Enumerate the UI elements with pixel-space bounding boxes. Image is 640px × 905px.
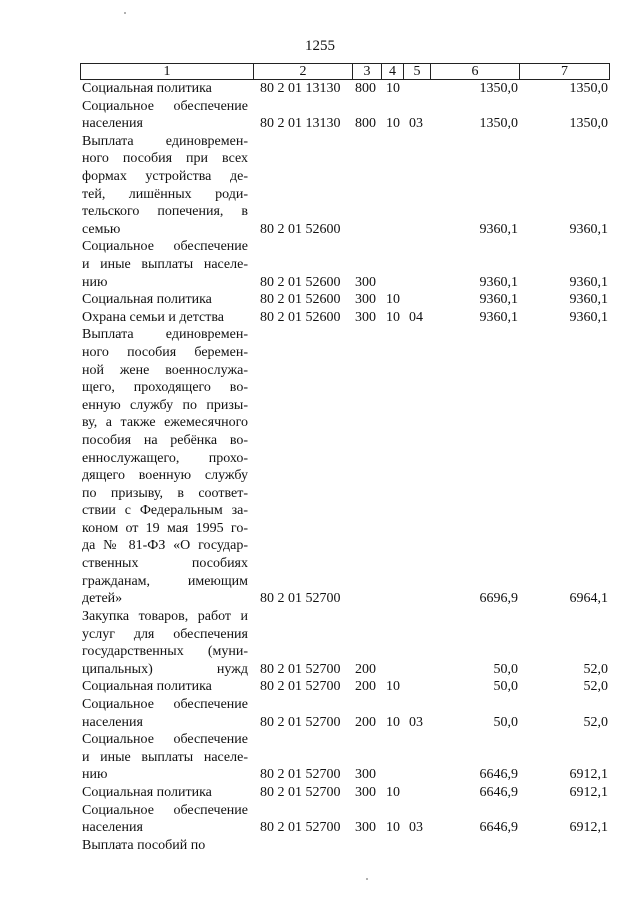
cell-v7: 9360,1: [569, 221, 608, 237]
row-name-line: Социальное обеспечение: [82, 802, 248, 818]
cell-code: 80 2 01 52700: [260, 784, 341, 800]
cell-v6: 6646,9: [479, 767, 518, 783]
cell-vr: 800: [355, 116, 376, 132]
table-row: [0, 80, 640, 98]
cell-pr: 03: [409, 714, 423, 730]
cell-v7: 6912,1: [569, 767, 608, 783]
row-name-line: ной жене военнослужа-: [82, 362, 248, 378]
cell-v6: 9360,1: [479, 309, 518, 325]
row-name-line: Социальное обеспечение: [82, 732, 248, 748]
cell-code: 80 2 01 13130: [260, 81, 341, 96]
cell-v6: 50,0: [493, 714, 518, 730]
cell-code: 80 2 01 52700: [260, 661, 341, 677]
cell-rz: 10: [386, 714, 400, 730]
header-col-3: 3: [352, 64, 381, 79]
row-name-line: Социальная политика: [82, 292, 212, 308]
cell-rz: 10: [386, 116, 400, 132]
row-name-line: Социальная политика: [82, 81, 212, 96]
row-name-line: нию: [82, 767, 108, 783]
row-name: [82, 291, 248, 309]
row-name-line: Социальное обеспечение: [82, 98, 248, 114]
row-name-line: тельского попечения, в: [82, 204, 248, 220]
page-number: 1255: [305, 38, 335, 54]
cell-rz: 10: [386, 309, 400, 325]
cell-v7: 6912,1: [569, 820, 608, 836]
cell-v6: 9360,1: [479, 274, 518, 290]
row-name-line: тей, лишённых роди-: [82, 186, 248, 202]
row-name-line: Выплата единовремен-: [82, 327, 248, 343]
cell-v6: 6696,9: [479, 591, 518, 607]
cell-vr: 300: [355, 292, 376, 308]
row-name-line: Социальное обеспечение: [82, 239, 248, 255]
table-row: [0, 784, 640, 802]
row-name-line: ву, а также ежемесячного: [82, 415, 248, 431]
cell-code: 80 2 01 52700: [260, 820, 341, 836]
row-name: [82, 678, 248, 696]
cell-v6: 50,0: [493, 679, 518, 695]
row-name-line: и иные выплаты населе-: [82, 256, 248, 272]
row-name-line: ного пособия при всех: [82, 151, 248, 167]
table-row: [0, 309, 640, 327]
row-name: [82, 133, 248, 239]
cell-pr: 04: [409, 309, 423, 325]
cell-v6: 1350,0: [479, 116, 518, 132]
cell-v6: 1350,0: [479, 81, 518, 96]
cell-v7: 1350,0: [569, 81, 608, 96]
row-name-line: дящего военную службу: [82, 468, 248, 484]
row-name: [82, 696, 248, 731]
row-name-line: пособия на ребёнка во-: [82, 432, 248, 448]
row-name-line: Социальная политика: [82, 679, 212, 695]
header-col-4: 4: [381, 64, 403, 79]
row-name-line: Закупка товаров, работ и: [82, 608, 248, 624]
cell-vr: 300: [355, 820, 376, 836]
row-name-line: по призыву, в соответ-: [82, 485, 248, 501]
table-row: [0, 291, 640, 309]
row-name-line: ного пособия беремен-: [82, 344, 248, 360]
scan-speck: [366, 878, 368, 880]
row-name-line: населения: [82, 116, 143, 132]
row-name: [82, 326, 248, 608]
cell-code: 80 2 01 52700: [260, 679, 341, 695]
row-name-line: семью: [82, 221, 121, 237]
cell-vr: 200: [355, 714, 376, 730]
cell-code: 80 2 01 52600: [260, 274, 341, 290]
scan-speck: [124, 12, 126, 14]
table-row: [0, 98, 640, 133]
row-name: [82, 731, 248, 784]
cell-vr: 200: [355, 679, 376, 695]
row-name-line: Социальная политика: [82, 784, 212, 800]
cell-v6: 6646,9: [479, 784, 518, 800]
cell-vr: 800: [355, 81, 376, 96]
cell-v6: 50,0: [493, 661, 518, 677]
row-name-line: услуг для обеспечения: [82, 626, 248, 642]
row-name-line: ципальных) нужд: [82, 661, 248, 677]
cell-vr: 200: [355, 661, 376, 677]
cell-v6: 9360,1: [479, 292, 518, 308]
header-col-1: 1: [163, 64, 171, 79]
row-name: [82, 784, 248, 802]
table-row: [0, 326, 640, 608]
row-name: [82, 608, 248, 678]
cell-code: 80 2 01 52600: [260, 221, 341, 237]
row-name-line: нию: [82, 274, 108, 290]
cell-v6: 9360,1: [479, 221, 518, 237]
cell-vr: 300: [355, 767, 376, 783]
row-name: [82, 80, 248, 98]
cell-code: 80 2 01 52700: [260, 767, 341, 783]
cell-pr: 03: [409, 820, 423, 836]
cell-v7: 52,0: [583, 714, 608, 730]
row-name-line: населения: [82, 714, 143, 730]
cell-v7: 9360,1: [569, 274, 608, 290]
cell-rz: 10: [386, 820, 400, 836]
row-name-line: щего, проходящего во-: [82, 380, 248, 396]
cell-rz: 10: [386, 679, 400, 695]
table-row: [0, 837, 640, 855]
row-name-line: Выплата пособий по: [82, 837, 206, 853]
cell-v7: 52,0: [583, 661, 608, 677]
row-name: [82, 238, 248, 291]
cell-code: 80 2 01 52600: [260, 292, 341, 308]
table-row: [0, 802, 640, 837]
row-name-line: енную службу по призы-: [82, 397, 248, 413]
cell-vr: 300: [355, 784, 376, 800]
cell-v7: 52,0: [583, 679, 608, 695]
table-row: [0, 678, 640, 696]
table-row: [0, 696, 640, 731]
row-name-line: формах устройства де-: [82, 168, 248, 184]
header-col-2: 2: [253, 64, 352, 79]
cell-code: 80 2 01 52600: [260, 309, 341, 325]
row-name-line: государственных (муни-: [82, 644, 248, 660]
cell-code: 80 2 01 52700: [260, 714, 341, 730]
table-body: [0, 80, 640, 854]
cell-pr: 03: [409, 116, 423, 132]
table-row: [0, 731, 640, 784]
row-name-line: да № 81-ФЗ «О государ-: [82, 538, 248, 554]
cell-v6: 6646,9: [479, 820, 518, 836]
cell-v7: 9360,1: [569, 309, 608, 325]
cell-rz: 10: [386, 784, 400, 800]
header-col-6: 6: [430, 64, 519, 79]
table-row: [0, 608, 640, 678]
row-name-line: гражданам, имеющим: [82, 573, 248, 589]
row-name: [82, 802, 248, 837]
row-name-line: ствии с Федеральным за-: [82, 503, 248, 519]
cell-vr: 300: [355, 274, 376, 290]
header-col-5: 5: [403, 64, 430, 79]
row-name-line: населения: [82, 820, 143, 836]
row-name-line: Социальное обеспечение: [82, 696, 248, 712]
cell-v7: 6964,1: [569, 591, 608, 607]
row-name-line: детей»: [82, 591, 123, 607]
table-row: [0, 133, 640, 239]
cell-v7: 9360,1: [569, 292, 608, 308]
table-header: [80, 63, 610, 80]
row-name-line: ственных пособиях: [82, 556, 248, 572]
cell-code: 80 2 01 13130: [260, 116, 341, 132]
row-name-line: коном от 19 мая 1995 го-: [82, 520, 248, 536]
cell-rz: 10: [386, 81, 400, 96]
cell-vr: 300: [355, 309, 376, 325]
row-name-line: и иные выплаты населе-: [82, 749, 248, 765]
cell-code: 80 2 01 52700: [260, 591, 341, 607]
row-name-line: Выплата единовремен-: [82, 133, 248, 149]
table-row: [0, 238, 640, 291]
cell-v7: 1350,0: [569, 116, 608, 132]
row-name-line: Охрана семьи и детства: [82, 309, 224, 325]
row-name: [82, 837, 248, 855]
cell-rz: 10: [386, 292, 400, 308]
cell-v7: 6912,1: [569, 784, 608, 800]
row-name: [82, 309, 248, 327]
row-name-line: еннослужащего, прохо-: [82, 450, 248, 466]
header-col-7: 7: [519, 64, 609, 79]
row-name: [82, 98, 248, 133]
